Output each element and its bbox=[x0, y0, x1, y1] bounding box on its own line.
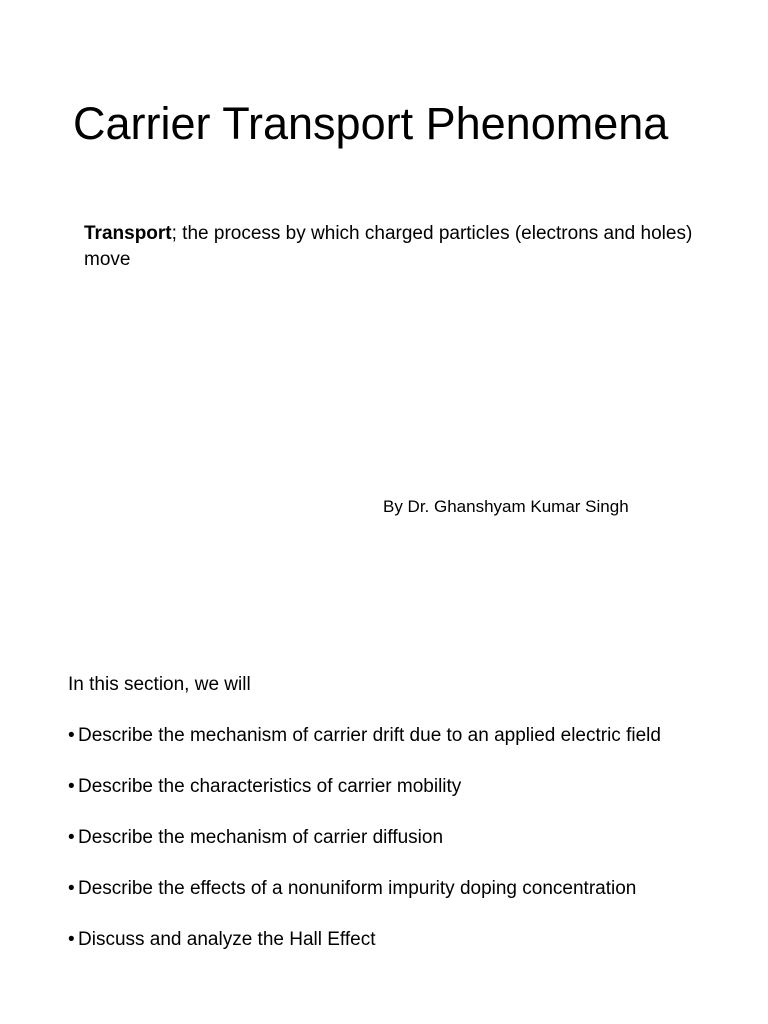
slide-title: Carrier Transport Phenomena bbox=[73, 98, 669, 149]
list-item bbox=[68, 774, 668, 799]
author-credit: By Dr. Ghanshyam Kumar Singh bbox=[383, 497, 629, 516]
bullet-icon: • bbox=[68, 776, 75, 797]
objectives-slide bbox=[0, 640, 768, 1024]
bullet-icon: • bbox=[68, 725, 75, 746]
list-item-text: Discuss and analyze the Hall Effect bbox=[78, 929, 376, 950]
section-intro: In this section, we will bbox=[68, 674, 251, 695]
list-item bbox=[68, 825, 668, 850]
list-item bbox=[68, 723, 668, 748]
objectives-list bbox=[68, 723, 668, 952]
list-item bbox=[68, 927, 668, 952]
definition-text: ; the process by which charged particles (electrons and holes) move bbox=[84, 223, 693, 270]
bullet-icon: • bbox=[68, 827, 75, 848]
definition-term: Transport bbox=[84, 223, 172, 244]
list-item-text: Describe the mechanism of carrier diffusion bbox=[78, 827, 444, 848]
list-item-text: Describe the effects of a nonuniform impurity doping concentration bbox=[78, 878, 637, 899]
bullet-icon: • bbox=[68, 878, 75, 899]
transport-definition bbox=[84, 221, 704, 273]
list-item-text: Describe the characteristics of carrier mobility bbox=[78, 776, 462, 797]
list-item-text: Describe the mechanism of carrier drift due to an applied electric field bbox=[78, 725, 661, 746]
list-item bbox=[68, 876, 668, 901]
bullet-icon: • bbox=[68, 929, 75, 950]
